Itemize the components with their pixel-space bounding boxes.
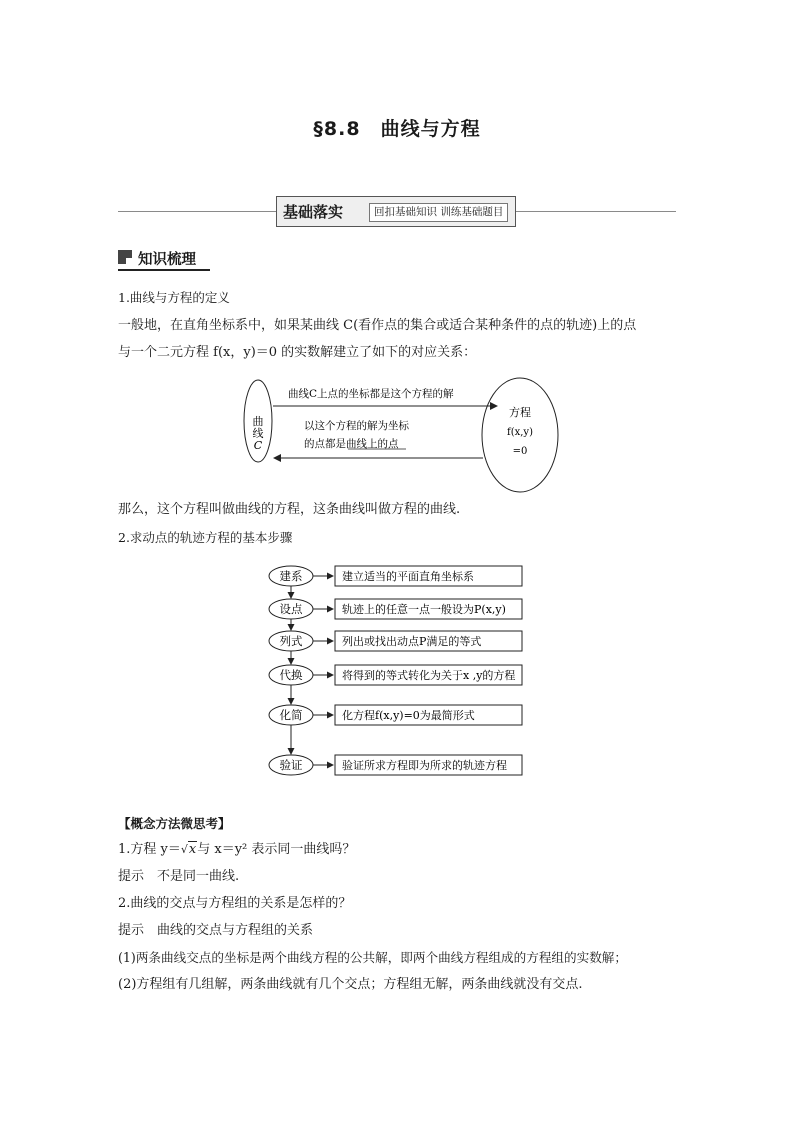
section-banner — [276, 196, 516, 227]
bottom-arrow-label-1: 以这个方程的解为坐标 — [304, 420, 409, 432]
radical-sign: √ — [180, 843, 188, 856]
step-description: 验证所求方程即为所求的轨迹方程 — [342, 759, 507, 772]
steps-heading: 2.求动点的轨迹方程的基本步骤 — [118, 530, 293, 545]
step-description: 轨迹上的任意一点一般设为P(x,y) — [342, 603, 506, 616]
step-description: 建立适当的平面直角坐标系 — [342, 570, 474, 583]
correspondence-diagram — [240, 372, 560, 496]
curve-label-2: 线 — [252, 427, 264, 440]
answer-1: 提示 不是同一曲线. — [118, 869, 240, 884]
definition-conclusion: 那么，这个方程叫做曲线的方程，这条曲线叫做方程的曲线. — [118, 502, 461, 517]
step-name: 代换 — [279, 668, 303, 682]
question-2: 2.曲线的交点与方程组的关系是怎样的？ — [118, 896, 352, 911]
step-name: 验证 — [279, 758, 303, 772]
banner-subtitle: 回扣基础知识 训练基础题目 — [369, 203, 508, 222]
step-name: 化简 — [279, 708, 303, 722]
step-description: 化方程f(x,y)=0为最简形式 — [342, 709, 475, 722]
equation-label-3: =0 — [512, 446, 528, 457]
step-name: 设点 — [279, 602, 303, 616]
banner-title: 基础落实 — [283, 203, 344, 221]
question-1 — [118, 840, 355, 860]
step-description: 将得到的等式转化为关于x ,y的方程 — [342, 669, 516, 682]
answer-2: 提示 曲线的交点与方程组的关系 — [118, 923, 314, 938]
answer-2-item-2: (2)方程组有几组解，两条曲线就有几个交点；方程组无解，两条曲线就没有交点. — [118, 977, 583, 992]
question-1-prefix: 1.方程 y＝ — [118, 842, 181, 857]
think-heading: 【概念方法微思考】 — [118, 816, 231, 831]
definition-line-2: 与一个二元方程 f(x，y)＝0 的实数解建立了如下的对应关系： — [118, 345, 477, 360]
bottom-arrow-label-2: 的点都是曲线上的点 — [304, 438, 399, 450]
equation-label-1: 方程 — [509, 406, 531, 419]
page-title: §8.8 曲线与方程 — [313, 118, 481, 140]
steps-flowchart — [262, 562, 532, 780]
equation-label-2: f(x,y) — [507, 427, 533, 438]
answer-2-item-1: (1)两条曲线交点的坐标是两个曲线方程的公共解，即两个曲线方程组成的方程组的实数解； — [118, 950, 627, 965]
square-bullet-icon — [118, 250, 132, 264]
question-1-suffix: 与 x＝y² 表示同一曲线吗？ — [197, 842, 356, 857]
curve-label-1: 曲 — [252, 415, 264, 428]
step-name: 列式 — [279, 634, 303, 648]
step-description: 列出或找出动点P满足的等式 — [342, 635, 482, 648]
top-arrow-label: 曲线C上点的坐标都是这个方程的解 — [288, 388, 454, 400]
definition-line-1: 一般地，在直角坐标系中，如果某曲线 C(看作点的集合或适合某种条件的点的轨迹)上的点 — [118, 318, 637, 333]
definition-heading: 1.曲线与方程的定义 — [118, 290, 230, 305]
step-name: 建系 — [279, 569, 303, 583]
section-heading — [118, 248, 210, 271]
banner-rule-right — [516, 211, 676, 212]
banner-rule-left — [118, 211, 276, 212]
section-heading-label: 知识梳理 — [138, 252, 196, 268]
curve-label-3: C — [253, 439, 263, 452]
radical-content: x — [188, 842, 197, 857]
